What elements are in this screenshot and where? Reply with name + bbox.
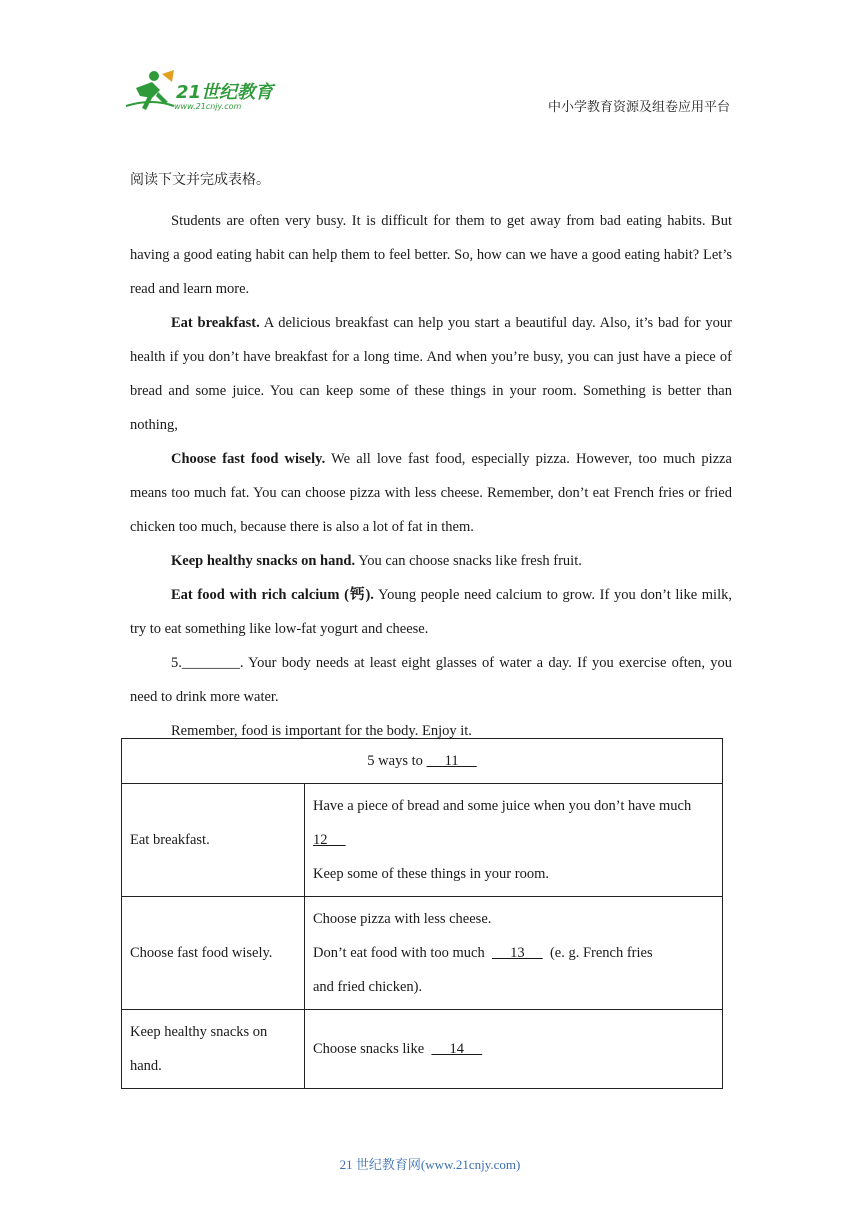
paragraph-intro: Students are often very busy. It is difficult for them to get away from bad eating habits. But having a good eating habit can help them to feel better. So, how can we have a good eating habit? Let’s read and learn more.: [130, 213, 732, 297]
platform-name: 中小学教育资源及组卷应用平台: [547, 100, 730, 115]
article: [130, 170, 732, 748]
detail-line: Keep some of these things in your room.: [313, 866, 549, 882]
footer-link[interactable]: 21 世纪教育网(www.21cnjy.com): [339, 1157, 521, 1172]
paragraph-fastfood: [130, 442, 732, 544]
way-cell: Eat breakfast.: [122, 784, 305, 897]
text-fastfood: We all love fast food, especially pizza. However, too much pizza means too much fat. You can choose pizza with less cheese. Remember, don’t eat French fries or fried chicken too much, because there is also a lot of fat in them.: [130, 451, 732, 535]
heading-calcium: Eat food with rich calcium (钙).: [171, 587, 374, 603]
detail-text: Choose snacks like: [313, 1041, 425, 1057]
table-row: [122, 897, 723, 1010]
table-title-row: [122, 739, 723, 784]
blank-14: 14: [431, 1041, 483, 1057]
text-calcium: Young people need calcium to grow. If you don’t like milk, try to eat something like low-fat yogurt and cheese.: [130, 587, 732, 637]
paragraph-snacks: [130, 544, 732, 578]
heading-snacks: Keep healthy snacks on hand.: [171, 553, 356, 569]
detail-cell: [305, 897, 723, 1010]
heading-breakfast: Eat breakfast.: [171, 315, 260, 331]
paragraph-calcium: [130, 578, 732, 646]
summary-table: [121, 738, 723, 1089]
detail-text: Don’t eat food with too much: [313, 945, 485, 961]
logo-text: 21世纪教育: [176, 82, 274, 103]
blank-13: 13: [491, 945, 543, 961]
table-title: 5 ways to: [367, 753, 423, 769]
logo: [122, 68, 292, 116]
heading-fastfood: Choose fast food wisely.: [171, 451, 326, 467]
detail-line: [313, 936, 714, 970]
paragraph-breakfast: [130, 306, 732, 442]
text-breakfast: A delicious breakfast can help you start a beautiful day. Also, it’s bad for your health if you don’t have breakfast for a long time. And when you’re busy, you can just have a piece of bread and some juice. You can keep some of these things in your room. Something is better than nothing,: [130, 315, 732, 433]
detail-text: (e. g. French fries: [549, 945, 653, 961]
table-title-cell: [122, 739, 723, 784]
logo-url: www.21cnjy.com: [174, 102, 242, 111]
detail-line: and fried chicken).: [313, 979, 423, 995]
way-cell: Keep healthy snacks on hand.: [122, 1010, 305, 1089]
paragraph-water: 5.________. Your body needs at least eight glasses of water a day. If you exercise often, you need to drink more water.: [130, 655, 732, 705]
instruction: 阅读下文并完成表格。: [130, 172, 270, 188]
blank-12: 12: [313, 832, 346, 848]
text-snacks: You can choose snacks like fresh fruit.: [355, 553, 582, 569]
blank-11: 11: [426, 753, 477, 769]
table-row: [122, 1010, 723, 1089]
detail-line: Choose pizza with less cheese.: [313, 911, 492, 927]
detail-cell: [305, 1010, 723, 1089]
paragraph-conclusion: Remember, food is important for the body. Enjoy it.: [171, 723, 472, 739]
detail-cell: [305, 784, 723, 897]
way-cell: Choose fast food wisely.: [122, 897, 305, 1010]
table-row: [122, 784, 723, 897]
detail-line: Have a piece of bread and some juice when you don’t have much: [313, 798, 692, 814]
